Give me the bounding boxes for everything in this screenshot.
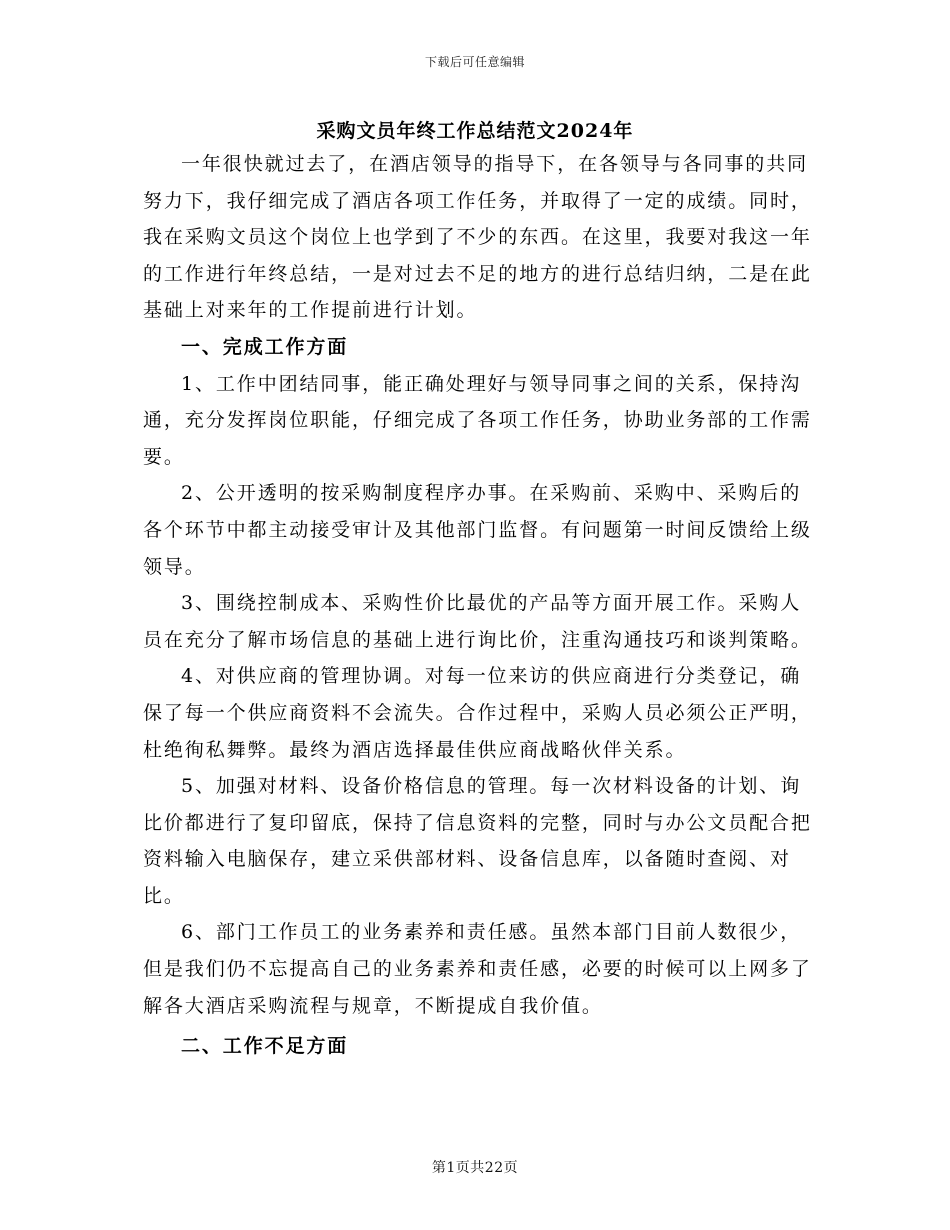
section-heading-shortcomings: 二、工作不足方面 — [181, 1035, 349, 1058]
paragraph-item-5: 5、加强对材料、设备价格信息的管理。每一次材料设备的计划、询比价都进行了复印留底，保持了信息资料的完整，同时与办公文员配合把资料输入电脑保存，建立采供部材料、设备信息库，以备随时查阅、对比。 — [143, 775, 812, 907]
document-title: 采购文员年终工作总结范文2024年 — [316, 120, 634, 142]
header-note: 下载后可任意编辑 — [424, 55, 525, 69]
paragraph-item-2: 2、公开透明的按采购制度程序办事。在采购前、采购中、采购后的各个环节中都主动接受审计及其他部门监督。有问题第一时间反馈给上级领导。 — [143, 482, 812, 578]
paragraph-intro: 一年很快就过去了，在酒店领导的指导下，在各领导与各同事的共同努力下，我仔细完成了酒店各项工作任务，并取得了一定的成绩。同时，我在采购文员这个岗位上也学到了不少的东西。在这里，我要对我这一年的工作进行年终总结，一是对过去不足的地方的进行总结归纳，二是在此基础上对来年的工作提前进行计划。 — [143, 153, 812, 322]
paragraph-item-3: 3、围绕控制成本、采购性价比最优的产品等方面开展工作。采购人员在充分了解市场信息的基础上进行询比价，注重沟通技巧和谈判策略。 — [143, 592, 812, 651]
paragraph-item-6: 6、部门工作员工的业务素养和责任感。虽然本部门目前人数很少，但是我们仍不忘提高自己的业务素养和责任感，必要的时候可以上网多了解各大酒店采购流程与规章，不断提成自我价值。 — [143, 921, 812, 1017]
paragraph-item-4: 4、对供应商的管理协调。对每一位来访的供应商进行分类登记，确保了每一个供应商资料不会流失。合作过程中，采购人员必须公正严明，杜绝徇私舞弊。最终为酒店选择最佳供应商战略伙伴关系。 — [143, 665, 812, 761]
section-heading-completed-work: 一、完成工作方面 — [181, 335, 349, 358]
page-footer: 第1页共22页 — [431, 1160, 519, 1176]
paragraph-item-1: 1、工作中团结同事，能正确处理好与领导同事之间的关系，保持沟通，充分发挥岗位职能，仔细完成了各项工作任务，协助业务部的工作需要。 — [143, 372, 812, 468]
document-body — [143, 146, 818, 1065]
